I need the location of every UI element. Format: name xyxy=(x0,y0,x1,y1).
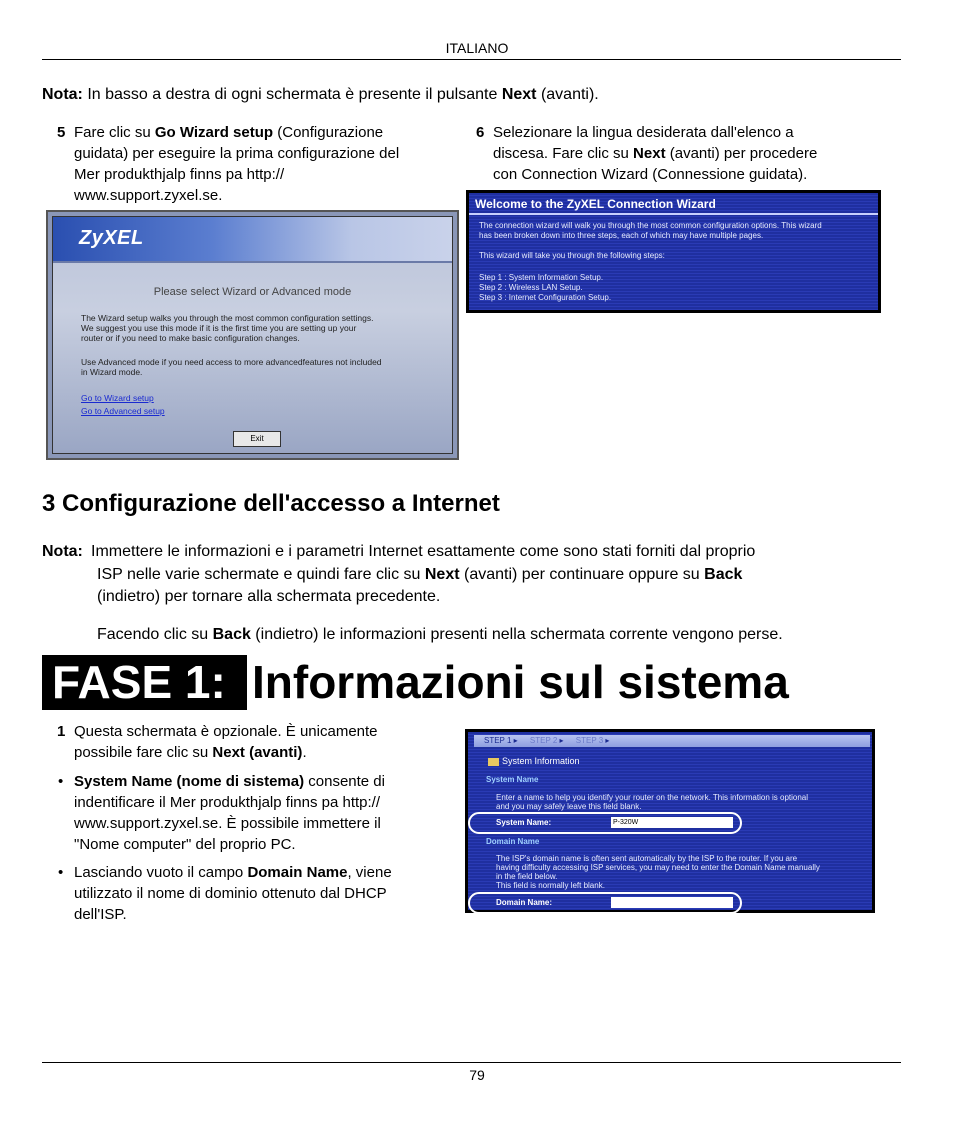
wizard-steps-list: Step 1 : System Information Setup. Step 2 : Wireless LAN Setup. Step 3 : Internet Configuration Setup. xyxy=(479,273,612,302)
system-name-section: System Name xyxy=(486,775,539,784)
domain-name-label: Domain Name: xyxy=(496,898,553,907)
wizard-steps-intro: This wizard will take you through the following steps: xyxy=(479,251,665,260)
zyxel-banner xyxy=(53,217,452,263)
step-2-tab: STEP 2 xyxy=(529,736,558,745)
note-internet-label: Nota: xyxy=(42,543,83,560)
phase-title: Informazioni sul sistema xyxy=(252,656,789,708)
connection-wizard-screenshot xyxy=(466,190,881,313)
note-internet-l2: ISP nelle varie schermate e quindi fare clic su Next (avanti) per continuare oppure su Back xyxy=(97,566,743,583)
wizard-welcome-title: Welcome to the ZyXEL Connection Wizard xyxy=(475,197,716,211)
bullet-dot: • xyxy=(58,773,64,790)
note-top: Nota: In basso a destra di ogni schermata è presente il pulsante Next (avanti). xyxy=(42,86,599,103)
system-information-screenshot xyxy=(465,729,875,913)
system-name-input[interactable]: P-320W xyxy=(611,817,733,828)
note-internet-back: Facendo clic su Back (indietro) le informazioni presenti nella schermata corrente vengono perse. xyxy=(97,626,783,643)
section-title: 3 Configurazione dell'accesso a Internet xyxy=(42,490,500,517)
note-internet-l3: (indietro) per tornare alla schermata precedente. xyxy=(97,588,441,605)
bullet-domain-name: Lasciando vuoto il campo Domain Name, viene utilizzato il nome di dominio ottenuto dal DHCP dell'ISP. xyxy=(74,864,392,923)
page-header-language: ITALIANO xyxy=(445,40,509,56)
zyxel-logo: ZyXEL xyxy=(79,227,144,249)
step-1-number: 1 xyxy=(57,723,66,740)
system-name-label: System Name: xyxy=(496,818,552,827)
note-internet-l1: Immettere le informazioni e i parametri Internet esattamente come sono stati forniti dal proprio xyxy=(91,543,756,560)
wizard-mode-screenshot xyxy=(46,210,459,460)
step-1-tab: STEP 1 xyxy=(484,736,512,745)
step-6-number: 6 xyxy=(476,124,485,141)
bullet-dot: • xyxy=(58,864,64,881)
step-5-number: 5 xyxy=(57,124,66,141)
footer-rule xyxy=(42,1062,901,1063)
step-1-text: Questa schermata è opzionale. È unicamente possibile fare clic su Next (avanti). xyxy=(74,723,378,761)
folder-icon xyxy=(488,758,499,766)
advanced-mode-description: Use Advanced mode if you need access to more advancedfeatures not included in Wizard mode. xyxy=(81,357,382,377)
system-name-help: Enter a name to help you identify your router on the network. This information is optional and you may safely leave this field blank. xyxy=(496,793,809,811)
page-number: 79 xyxy=(469,1067,485,1083)
step-5-text: Fare clic su Go Wizard setup (Configurazione guidata) per eseguire la prima configurazione del Mer produkthjalp finns pa http:// www.support.zyxel.se. xyxy=(74,124,400,204)
phase-label: FASE 1: xyxy=(42,655,247,710)
exit-button[interactable]: Exit xyxy=(233,431,281,447)
step-3-tab: STEP 3 xyxy=(575,736,604,745)
step-6-text: Selezionare la lingua desiderata dall'elenco a discesa. Fare clic su Next (avanti) per procedere con Connection Wizard (Connessione guidata). xyxy=(493,124,818,183)
wizard-mode-description: The Wizard setup walks you through the most common configuration settings. We suggest you use this mode if it is the first time you are setting up your router or if you need to make basic configuration changes. xyxy=(81,313,374,343)
wizard-mode-heading: Please select Wizard or Advanced mode xyxy=(153,286,352,298)
bullet-system-name: System Name (nome di sistema) consente di indentificare il Mer produkthjalp finns pa http:// www.support.zyxel.se. È possibile immettere il "Nome computer" del proprio PC. xyxy=(74,773,385,853)
wizard-step-bar: STEP 1 ▸ STEP 2 ▸ STEP 3 ▸ xyxy=(474,735,870,747)
go-to-wizard-setup-link[interactable]: Go to Wizard setup xyxy=(81,393,154,403)
system-information-heading: System Information xyxy=(488,757,580,766)
title-underline xyxy=(469,213,878,215)
wizard-intro-text: The connection wizard will walk you through the most common configuration options. This wizard has been broken down into three steps, each of which may have multiple pages. xyxy=(479,221,822,240)
go-to-advanced-setup-link[interactable]: Go to Advanced setup xyxy=(81,406,165,416)
domain-name-section: Domain Name xyxy=(486,837,540,846)
note-label: Nota: xyxy=(42,86,83,103)
domain-name-input[interactable] xyxy=(611,897,733,908)
domain-name-help: The ISP's domain name is often sent automatically by the ISP to the router. If you are having difficulty accessing ISP services, you may need to enter the Domain Name manually in the field below. This field is normally left blank. xyxy=(496,854,820,890)
header-rule xyxy=(42,59,901,60)
